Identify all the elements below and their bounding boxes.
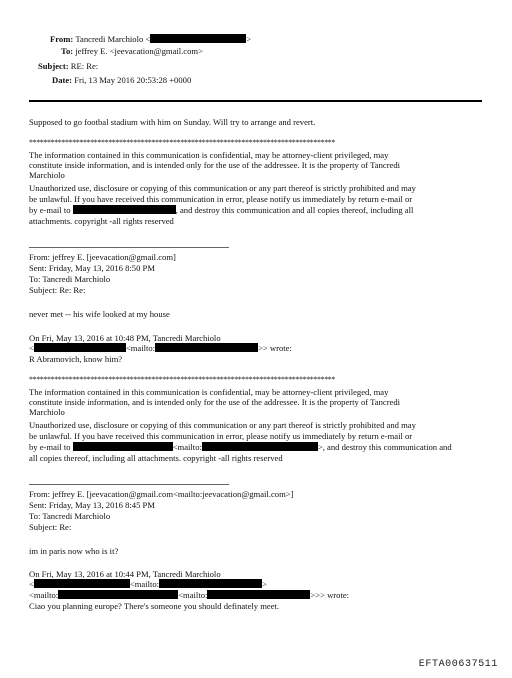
quote-divider [29,484,229,485]
redaction-bar [34,343,126,352]
msg-sent: Sent: Friday, May 13, 2016 8:45 PM [29,500,155,510]
disclaimer-separator: ************************************************************************************* [29,138,336,147]
disclaimer-line: be unlawful. If you have received this communication in error, please notify us immediately by return e-mail or [29,194,413,204]
msg-sent: Sent: Friday, May 13, 2016 8:50 PM [29,263,155,273]
msg-to: To: Tancredi Marchiolo [29,511,111,521]
disclaimer-line: Unauthorized use, disclosure or copying of this communication or any part thereof is strictly prohibited and may [29,183,416,193]
disclaimer-line: The information contained in this communication is confidential, may be attorney-client privileged, may [29,150,389,160]
disclaimer-line: constitute inside information, and is intended only for the use of the addressee. It is the property of Tancredi [29,160,401,170]
quote-intro: On Fri, May 13, 2016 at 10:44 PM, Tancredi Marchiolo [29,569,221,579]
msg-to: To: Tancredi Marchiolo [29,274,111,284]
quote-body: R Abramovich, know him? [29,354,123,364]
disclaimer-line: constitute inside information, and is intended only for the use of the addressee. It is the property of Tancredi [29,397,401,407]
quote-address: <mailto: <mailto: >>> wrote: [29,590,350,600]
from-value: Tancredi Marchiolo < [75,34,151,44]
quote-address: < <mailto: >> wrote: [29,343,292,353]
subject-label: Subject: [38,61,69,71]
redaction-bar [207,590,310,599]
msg-body: never met -- his wife looked at my house [29,309,170,319]
quote-intro: On Fri, May 13, 2016 at 10:48 PM, Tancredi Marchiolo [29,333,221,343]
redaction-bar [150,34,246,43]
quote-body: Ciao you planning europe? There's someone you should definately meet. [29,601,280,611]
msg-body: im in paris now who is it? [29,546,119,556]
msg-from: From: jeffrey E. [jeevacation@gmail.com<mailto:jeevacation@gmail.com>] [29,489,294,499]
msg-subject: Subject: Re: [29,522,72,532]
redaction-bar [34,579,130,588]
from-label: From: [50,34,74,44]
disclaimer-line: Marchiolo [29,170,65,180]
to-value: jeffrey E. <jeevacation@gmail.com> [75,46,203,56]
document-id: EFTA00637511 [418,658,498,670]
date-value: Fri, 13 May 2016 20:53:28 +0000 [74,75,192,85]
msg-subject: Subject: Re: Re: [29,285,86,295]
redaction-bar [58,590,178,599]
date-label: Date: [52,75,73,85]
disclaimer-line: all copies thereof, including all attachments. copyright -all rights reserved [29,453,283,463]
disclaimer-line: be unlawful. If you have received this communication in error, please notify us immediately by return e-mail or [29,431,413,441]
disclaimer-line: The information contained in this communication is confidential, may be attorney-client privileged, may [29,387,389,397]
redaction-bar [73,205,176,214]
quote-divider [29,247,229,248]
header-to-row [61,46,203,56]
header-date-row [52,75,191,85]
disclaimer-line: by e-mail to , and destroy this communication and all copies thereof, including all [29,205,414,215]
disclaimer-line: Marchiolo [29,407,65,417]
disclaimer-line: Unauthorized use, disclosure or copying of this communication or any part thereof is strictly prohibited and may [29,420,416,430]
disclaimer-line: attachments. copyright -all rights reserved [29,216,174,226]
subject-value: RE: Re: [70,61,99,71]
msg-from: From: jeffrey E. [jeevacation@gmail.com] [29,252,176,262]
header-subject-row [38,61,98,71]
redaction-bar [202,442,318,451]
reply-body: Supposed to go footbal stadium with him on Sunday. Will try to arrange and revert. [29,117,316,127]
header-from-row: From: Tancredi Marchiolo < > [50,34,252,44]
redaction-bar [73,442,173,451]
to-label: To: [61,46,74,56]
redaction-bar [155,343,258,352]
disclaimer-separator: ************************************************************************************* [29,375,336,384]
redaction-bar [159,579,262,588]
disclaimer-line: by e-mail to <mailto: >, and destroy this communication and [29,442,452,452]
quote-address: < <mailto: > [29,579,267,589]
header-divider [29,100,482,102]
